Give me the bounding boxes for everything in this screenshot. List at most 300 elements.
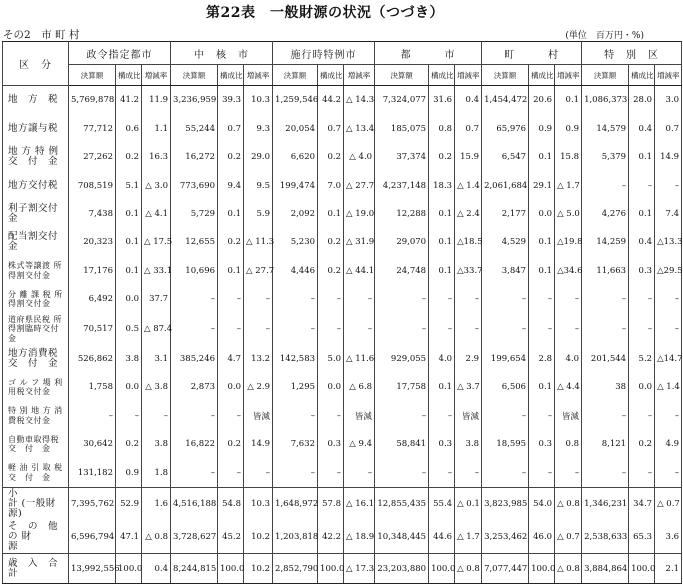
column-group-header: 町 村 (482, 42, 582, 65)
row-label: 歳 入 合 計 (3, 554, 69, 584)
table-cell: 0.1 (529, 373, 555, 401)
table-cell: 皆減 (244, 401, 273, 429)
table-cell: 3.6 (655, 521, 682, 554)
table-cell: 1,648,972 (273, 487, 318, 520)
row-label: 小 計 (一般財源) (3, 487, 69, 520)
table-cell: △ 0.1 (455, 487, 482, 520)
row-label: 自動車取得税 交 付 金 (3, 430, 69, 458)
table-cell: 0.9 (529, 114, 555, 142)
table-cell: 70,517 (69, 313, 116, 344)
table-cell: 12,855,435 (375, 487, 429, 520)
row-label: 地 方 特 例 交 付 金 (3, 143, 69, 171)
table-cell: – (555, 458, 582, 487)
table-cell: 58,841 (375, 430, 429, 458)
table-cell: 20,323 (69, 228, 116, 256)
table-cell: – (218, 313, 244, 344)
table-cell: – (273, 458, 318, 487)
table-cell: 0.9 (116, 458, 142, 487)
column-sub-header: 増減率 (142, 65, 171, 86)
table-cell: 47.1 (116, 521, 142, 554)
table-cell: – (529, 458, 555, 487)
table-cell: 5,769,878 (69, 86, 116, 115)
table-cell: 44.6 (429, 521, 455, 554)
table-cell: 7,632 (273, 430, 318, 458)
table-cell: – (142, 401, 171, 429)
table-cell: 18,595 (482, 430, 529, 458)
table-cell: 57.8 (318, 487, 344, 520)
column-group-header: 中 核 市 (171, 42, 273, 65)
table-cell: 0.2 (218, 430, 244, 458)
table-cell: 0.1 (555, 86, 582, 115)
table-cell: 1.6 (142, 487, 171, 520)
table-cell: 0.7 (318, 114, 344, 142)
table-cell: △ 4.1 (142, 200, 171, 228)
table-cell: 3,253,462 (482, 521, 529, 554)
table-cell: – (655, 285, 682, 313)
table-cell: 0.7 (455, 114, 482, 142)
table-cell: △ 33.1 (142, 257, 171, 285)
table-cell: △ 0.7 (655, 487, 682, 520)
table-cell: 7,324,077 (375, 86, 429, 115)
table-cell: 100.0 (529, 554, 555, 584)
table-cell: 3,823,985 (482, 487, 529, 520)
table-cell: – (655, 401, 682, 429)
unit-note: (単位 百万円・%) (565, 31, 644, 41)
table-cell: – (429, 458, 455, 487)
table-cell: 0.0 (116, 285, 142, 313)
table-cell: 39.3 (218, 86, 244, 115)
column-group-header: 特 別 区 (582, 42, 682, 65)
table-cell: △ 1.7 (455, 521, 482, 554)
column-sub-header: 決算額 (582, 65, 629, 86)
table-cell: – (429, 285, 455, 313)
table-cell: 0.0 (116, 373, 142, 401)
table-cell: 2,538,633 (582, 521, 629, 554)
table-cell: – (244, 458, 273, 487)
table-cell: 16.3 (142, 143, 171, 171)
table-cell: 44.2 (318, 86, 344, 115)
table-cell: – (218, 458, 244, 487)
table-row (3, 257, 682, 285)
table-cell: 14,579 (582, 114, 629, 142)
table-cell: 0.7 (655, 114, 682, 142)
column-sub-header: 構成比 (529, 65, 555, 86)
table-cell: 5.2 (629, 345, 655, 373)
table-cell: 6,547 (482, 143, 529, 171)
table-cell: – (318, 313, 344, 344)
table-cell: 38 (582, 373, 629, 401)
table-cell: 6,596,794 (69, 521, 116, 554)
table-cell: △ 14.3 (344, 86, 375, 115)
table-cell: – (582, 171, 629, 199)
table-cell: 5,729 (171, 200, 218, 228)
table-cell: 13.2 (244, 345, 273, 373)
table-cell: 0.1 (116, 200, 142, 228)
table-cell: 708,519 (69, 171, 116, 199)
column-sub-header: 構成比 (218, 65, 244, 86)
table-cell: 0.2 (318, 228, 344, 256)
table-row (3, 554, 682, 584)
table-cell: △ 11.3 (244, 228, 273, 256)
table-cell: – (629, 285, 655, 313)
table-cell: 20.6 (529, 86, 555, 115)
table-cell: 41.2 (116, 86, 142, 115)
table-cell: △ 2.9 (244, 373, 273, 401)
table-cell: 0.2 (318, 257, 344, 285)
column-sub-header: 決算額 (482, 65, 529, 86)
table-cell: 27,262 (69, 143, 116, 171)
row-label: 特 別 地 方 消費税交付金 (3, 401, 69, 429)
table-cell: 46.0 (529, 521, 555, 554)
table-cell: 0.1 (629, 200, 655, 228)
table-cell: – (429, 313, 455, 344)
table-cell: 42.2 (318, 521, 344, 554)
table-cell: 0.2 (318, 143, 344, 171)
table-cell: 201,544 (582, 345, 629, 373)
table-cell: 1,454,472 (482, 86, 529, 115)
table-cell: 9.5 (244, 171, 273, 199)
table-cell: – (655, 171, 682, 199)
table-cell: – (629, 401, 655, 429)
column-group-header: 都 市 (375, 42, 482, 65)
table-cell: 3,728,627 (171, 521, 218, 554)
table-cell: 皆減 (555, 401, 582, 429)
table-cell: 9.4 (218, 171, 244, 199)
table-cell: – (482, 285, 529, 313)
table-cell: 皆減 (455, 401, 482, 429)
table-cell: – (529, 285, 555, 313)
table-cell: 4,237,148 (375, 171, 429, 199)
table-row (3, 86, 682, 115)
table-cell: – (582, 313, 629, 344)
table-cell: 皆減 (344, 401, 375, 429)
table-cell: 10.3 (244, 487, 273, 520)
table-cell: 5,379 (582, 143, 629, 171)
table-cell: 0.1 (429, 200, 455, 228)
table-cell: △ 3.7 (455, 373, 482, 401)
table-cell: △ 9.4 (344, 430, 375, 458)
table-cell: 100.0 (318, 554, 344, 584)
table-cell: 4.7 (218, 345, 244, 373)
table-cell: 0.4 (629, 114, 655, 142)
table-cell: △13.3 (655, 228, 682, 256)
table-cell: 10.2 (244, 521, 273, 554)
table-row (3, 373, 682, 401)
row-label: 利子割交付金 (3, 200, 69, 228)
table-cell: △ 19.0 (344, 200, 375, 228)
table-cell: – (318, 285, 344, 313)
table-cell: – (218, 285, 244, 313)
table-cell: 7,077,447 (482, 554, 529, 584)
table-cell: △ 11.6 (344, 345, 375, 373)
table-cell: – (318, 458, 344, 487)
table-row (3, 171, 682, 199)
table-cell: 13,992,556 (69, 554, 116, 584)
table-cell: 0.0 (218, 373, 244, 401)
column-sub-header: 増減率 (555, 65, 582, 86)
table-cell: 0.2 (116, 430, 142, 458)
table-cell: 23,203,880 (375, 554, 429, 584)
table-cell: 1.8 (142, 458, 171, 487)
table-cell: 54.8 (218, 487, 244, 520)
column-sub-header: 増減率 (655, 65, 682, 86)
table-cell: △ 31.9 (344, 228, 375, 256)
row-header-cell: 区 分 (3, 42, 69, 86)
table-cell: – (529, 313, 555, 344)
table-cell: 6,620 (273, 143, 318, 171)
table-cell: 131,182 (69, 458, 116, 487)
table-cell: 0.4 (455, 86, 482, 115)
table-cell: 0.1 (116, 228, 142, 256)
table-cell: 0.3 (429, 430, 455, 458)
table-cell: – (116, 401, 142, 429)
table-cell: △ 27.7 (244, 257, 273, 285)
table-cell: – (344, 285, 375, 313)
column-sub-header: 構成比 (116, 65, 142, 86)
table-cell: △29.5 (655, 257, 682, 285)
column-sub-header: 増減率 (455, 65, 482, 86)
table-cell: 5,230 (273, 228, 318, 256)
table-cell: – (629, 458, 655, 487)
table-cell: 16,822 (171, 430, 218, 458)
table-cell: 385,246 (171, 345, 218, 373)
table-cell: △ 87.4 (142, 313, 171, 344)
table-cell: 11,663 (582, 257, 629, 285)
table-cell: △ 4.0 (344, 143, 375, 171)
table-cell: 0.1 (318, 200, 344, 228)
row-label: 地 方 税 (3, 86, 69, 115)
table-cell: 0.1 (629, 143, 655, 171)
table-row (3, 430, 682, 458)
table-row (3, 285, 682, 313)
table-cell: 3,236,959 (171, 86, 218, 115)
table-cell: – (344, 458, 375, 487)
table-cell: 1.1 (142, 114, 171, 142)
table-cell: △ 27.7 (344, 171, 375, 199)
table-cell: 0.7 (218, 114, 244, 142)
table-cell: – (244, 285, 273, 313)
table-cell: △ 1.4 (455, 171, 482, 199)
table-cell: 0.1 (429, 228, 455, 256)
table-cell: 34.7 (629, 487, 655, 520)
table-cell: 6,506 (482, 373, 529, 401)
table-cell: 15.9 (455, 143, 482, 171)
table-cell: 0.0 (629, 373, 655, 401)
table-cell: 16,272 (171, 143, 218, 171)
column-sub-header: 構成比 (429, 65, 455, 86)
table-cell: – (529, 401, 555, 429)
table-cell: 199,654 (482, 345, 529, 373)
table-cell: 0.1 (116, 257, 142, 285)
table-cell: 0.1 (529, 228, 555, 256)
table-cell: △ 5.0 (555, 200, 582, 228)
table-cell: 1,086,373 (582, 86, 629, 115)
table-cell: 0.2 (116, 143, 142, 171)
table-cell: 0.6 (116, 114, 142, 142)
table-cell: – (582, 458, 629, 487)
table-cell: 52.9 (116, 487, 142, 520)
table-cell: – (171, 313, 218, 344)
table-cell: 4,516,188 (171, 487, 218, 520)
table-cell: 31.6 (429, 86, 455, 115)
table-cell: 3,884,864 (582, 554, 629, 584)
table-cell: – (555, 313, 582, 344)
table-cell: – (375, 401, 429, 429)
table-cell: 4,276 (582, 200, 629, 228)
table-cell: 0.8 (429, 114, 455, 142)
table-cell: – (655, 458, 682, 487)
table-cell: 0.9 (555, 114, 582, 142)
table-cell: 0.0 (318, 373, 344, 401)
table-cell: 55.4 (429, 487, 455, 520)
table-cell: 5.1 (116, 171, 142, 199)
table-cell: △ 0.8 (455, 554, 482, 584)
revenue-table (2, 41, 682, 584)
table-cell: 7,438 (69, 200, 116, 228)
table-cell: 17,176 (69, 257, 116, 285)
table-cell: – (318, 401, 344, 429)
table-cell: 142,583 (273, 345, 318, 373)
table-cell: △ 2.4 (455, 200, 482, 228)
table-cell: △ 0.7 (555, 521, 582, 554)
table-cell: 773,690 (171, 171, 218, 199)
column-sub-header: 構成比 (629, 65, 655, 86)
table-cell: 100.0 (116, 554, 142, 584)
table-cell: 7.4 (655, 200, 682, 228)
row-label: 軽 油 引 取 税 交 付 金 (3, 458, 69, 487)
table-cell: 10,348,445 (375, 521, 429, 554)
table-cell: 5.9 (244, 200, 273, 228)
page-title: 第22表 一般財源の状況（つづき） (206, 5, 444, 21)
table-cell: – (375, 458, 429, 487)
table-cell: 3,847 (482, 257, 529, 285)
table-row (3, 200, 682, 228)
table-cell: 10.3 (244, 86, 273, 115)
column-sub-header: 決算額 (171, 65, 218, 86)
table-cell: 3.1 (142, 345, 171, 373)
table-cell: 526,862 (69, 345, 116, 373)
table-cell: – (455, 313, 482, 344)
table-cell: 4,446 (273, 257, 318, 285)
table-cell: 30,642 (69, 430, 116, 458)
table-cell: – (171, 285, 218, 313)
table-cell: – (375, 313, 429, 344)
table-cell: 6,492 (69, 285, 116, 313)
table-cell: – (171, 458, 218, 487)
table-cell: 10,696 (171, 257, 218, 285)
table-cell: △ 17.5 (142, 228, 171, 256)
table-cell: 0.2 (429, 143, 455, 171)
table-cell: – (218, 401, 244, 429)
table-cell: 0.1 (429, 257, 455, 285)
table-cell: 0.0 (529, 200, 555, 228)
table-cell: △ 0.8 (555, 554, 582, 584)
table-cell: △ 0.8 (142, 521, 171, 554)
table-cell: 4.0 (555, 345, 582, 373)
table-cell: 100.0 (629, 554, 655, 584)
table-cell: 2,177 (482, 200, 529, 228)
table-cell: 0.2 (629, 430, 655, 458)
table-cell: 54.0 (529, 487, 555, 520)
table-cell: △ 13.4 (344, 114, 375, 142)
table-row (3, 401, 682, 429)
table-cell: 185,075 (375, 114, 429, 142)
table-cell: – (273, 285, 318, 313)
table-cell: 0.1 (218, 200, 244, 228)
table-cell: – (482, 401, 529, 429)
table-cell: 0.2 (218, 143, 244, 171)
table-cell: 1,758 (69, 373, 116, 401)
table-cell: 14.9 (244, 430, 273, 458)
table-cell: △ 17.3 (344, 554, 375, 584)
table-cell: △34.6 (555, 257, 582, 285)
table-cell: – (375, 285, 429, 313)
table-row (3, 458, 682, 487)
table-cell: 0.3 (529, 430, 555, 458)
table-cell: 2,873 (171, 373, 218, 401)
table-cell: 77,712 (69, 114, 116, 142)
row-label: 地方交付税 (3, 171, 69, 199)
table-cell: 29,070 (375, 228, 429, 256)
table-cell: 14,259 (582, 228, 629, 256)
table-cell: – (655, 313, 682, 344)
table-cell: – (455, 458, 482, 487)
table-cell: 0.1 (429, 373, 455, 401)
table-cell: 14.9 (655, 143, 682, 171)
table-cell: 5.0 (318, 345, 344, 373)
table-cell: 4.9 (655, 430, 682, 458)
table-cell: 0.2 (218, 228, 244, 256)
table-cell: 0.3 (629, 257, 655, 285)
table-row (3, 143, 682, 171)
table-row (3, 114, 682, 142)
table-cell: 100.0 (218, 554, 244, 584)
table-cell: 2,852,790 (273, 554, 318, 584)
table-cell: 8,121 (582, 430, 629, 458)
table-cell: 4,529 (482, 228, 529, 256)
column-sub-header: 決算額 (375, 65, 429, 86)
table-cell: 37.7 (142, 285, 171, 313)
table-cell: 8,244,815 (171, 554, 218, 584)
table-cell: 45.2 (218, 521, 244, 554)
table-row (3, 345, 682, 373)
table-cell: – (429, 401, 455, 429)
table-cell: 24,748 (375, 257, 429, 285)
table-row (3, 228, 682, 256)
table-cell: – (344, 313, 375, 344)
table-cell: – (244, 313, 273, 344)
table-cell: 20,054 (273, 114, 318, 142)
table-cell: 15.8 (555, 143, 582, 171)
table-cell: 2,061,684 (482, 171, 529, 199)
table-cell: 100.0 (429, 554, 455, 584)
table-cell: 2.1 (655, 554, 682, 584)
table-cell: 0.3 (318, 430, 344, 458)
table-cell: △ 16.1 (344, 487, 375, 520)
table-cell: – (273, 313, 318, 344)
column-sub-header: 決算額 (69, 65, 116, 86)
table-cell: △14.7 (655, 345, 682, 373)
table-cell: 2.8 (529, 345, 555, 373)
table-cell: – (555, 285, 582, 313)
row-label: 株式等譲渡 所得割交付金 (3, 257, 69, 285)
table-row (3, 313, 682, 344)
column-sub-header: 決算額 (273, 65, 318, 86)
table-cell: 1,203,818 (273, 521, 318, 554)
table-cell: 3.8 (455, 430, 482, 458)
table-cell: – (629, 171, 655, 199)
table-row (3, 487, 682, 520)
